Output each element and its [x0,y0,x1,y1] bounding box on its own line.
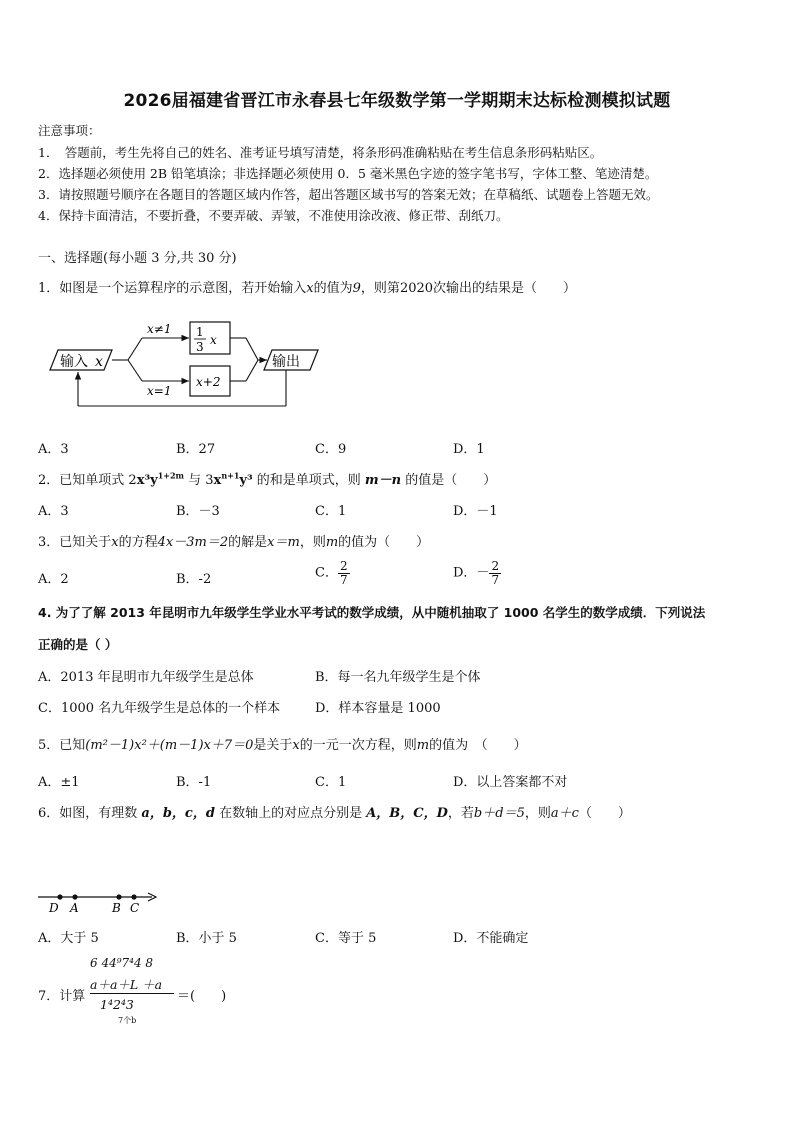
cond-ne: x≠1 [147,322,172,336]
q7-fraction-bar [90,993,174,994]
q1-option-b[interactable]: B．27 [176,442,216,457]
number-line-diagram [36,888,160,916]
q4-option-a[interactable]: A．2013 年昆明市九年级学生是总体 [38,670,254,685]
question-5: 5．已知(m²－1)x²＋(m－1)x＋7＝0是关于x的一元一次方程，则m的值为 （ ） [38,738,527,753]
q6-option-a[interactable]: A．大于 5 [38,931,99,946]
flowchart-diagram [44,318,334,410]
notice-item-2: 2．选择题必须使用 2B 铅笔填涂；非选择题必须使用 0．5 毫米黑色字迹的签字笔书写，字体工整、笔迹清楚。 [38,166,658,181]
q4-option-c[interactable]: C．1000 名九年级学生是总体的一个样本 [38,701,281,716]
flow-input-var: x [95,354,103,370]
point-a [72,894,77,899]
label-c: C [130,901,140,915]
box2-expr: x+2 [196,375,221,389]
point-b [116,894,121,899]
q2-option-c[interactable]: C．1 [315,504,347,519]
q1-option-d[interactable]: D．1 [453,442,485,457]
q6-option-c[interactable]: C．等于 5 [315,931,377,946]
flow-input-label: 输入 [60,354,88,370]
q7-under-brace: 7个b [118,1016,137,1025]
q3-option-d-fraction: $\frac{2}{7}$ [491,559,500,587]
section-heading: 一、选择题(每小题 3 分,共 30 分) [38,251,237,266]
q3-option-a[interactable]: A．2 [38,572,69,587]
q7-brace-top: 6 44⁹7⁴4 8 [90,956,154,970]
question-6: 6．如图，有理数 a，b，c，d 在数轴上的对应点分别是 A，B，C，D，若b＋d＝5，则a＋c（ ） [38,806,631,821]
q6-option-b[interactable]: B．小于 5 [176,931,237,946]
question-1: 1．如图是一个运算程序的示意图，若开始输入x的值为9，则第2020次输出的结果是（ ） [38,281,577,296]
page-title: 2026届福建省晋江市永春县七年级数学第一学期期末达标检测模拟试题 [123,91,671,111]
point-d [57,894,62,899]
point-c [131,894,136,899]
label-b: B [112,901,121,915]
q7-numerator: a＋a＋L ＋a [90,977,163,992]
q3-option-c[interactable]: C． $\frac{2}{7}$ [315,559,348,587]
q2-option-a[interactable]: A．3 [38,504,69,519]
label-a: A [70,901,79,915]
question-4-line-1: 4. 为了了解 2013 年昆明市九年级学生学业水平考试的数学成绩，从中随机抽取了 1000 名学生的数学成绩．下列说法 [38,605,706,620]
q2-option-d[interactable]: D．－1 [453,504,498,519]
question-3: 3．已知关于x的方程4x－3m＝2的解是x＝m，则m的值为（ ） [38,535,430,550]
notice-item-1: 1． 答题前，考生先将自己的姓名、准考证号填写清楚，将条形码准确粘贴在考生信息条形码粘贴区。 [38,145,603,160]
q5-option-b[interactable]: B．-1 [176,775,212,790]
question-7-tail: ＝( ) [177,989,227,1004]
q3-option-b[interactable]: B．-2 [176,572,212,587]
q2-option-b[interactable]: B．－3 [176,504,220,519]
q5-option-d[interactable]: D．以上答案都不对 [453,775,568,790]
q3-option-d[interactable]: D．－ $\frac{2}{7}$ [453,559,500,587]
box1-den: 3 [196,340,204,354]
q4-option-b[interactable]: B．每一名九年级学生是个体 [315,670,481,685]
q4-option-d[interactable]: D．样本容量是 1000 [315,701,441,716]
notice-heading: 注意事项： [38,123,101,138]
notice-item-4: 4．保持卡面清洁，不要折叠，不要弄破、弄皱，不准使用涂改液、修正带、刮纸刀。 [38,208,509,223]
box1-var: x [210,333,217,347]
question-4-line-2: 正确的是（ ） [38,637,118,652]
q1-option-a[interactable]: A．3 [38,442,69,457]
notice-item-3: 3．请按照题号顺序在各题目的答题区域内作答，超出答题区域书写的答案无效；在草稿纸、试题卷上答题无效。 [38,187,659,202]
question-7-label: 7．计算 [38,989,86,1004]
q5-option-c[interactable]: C．1 [315,775,347,790]
q1-option-c[interactable]: C．9 [315,442,347,457]
cond-eq: x=1 [147,384,172,398]
q6-option-d[interactable]: D．不能确定 [453,931,529,946]
q5-option-a[interactable]: A．±1 [38,775,80,790]
question-2: 2．已知单项式 $2x^3y^{1+2m}$ 与 $3x^{n+1}y^3$ 的和是单项式，则 m－n 的值是（ ） [38,470,497,488]
label-d: D [49,901,59,915]
q3-option-c-fraction: $\frac{2}{7}$ [339,559,348,587]
flow-output-label: 输出 [272,354,300,370]
q7-denominator: 1⁴2⁴3 [100,997,134,1012]
box1-num: 1 [196,325,204,339]
